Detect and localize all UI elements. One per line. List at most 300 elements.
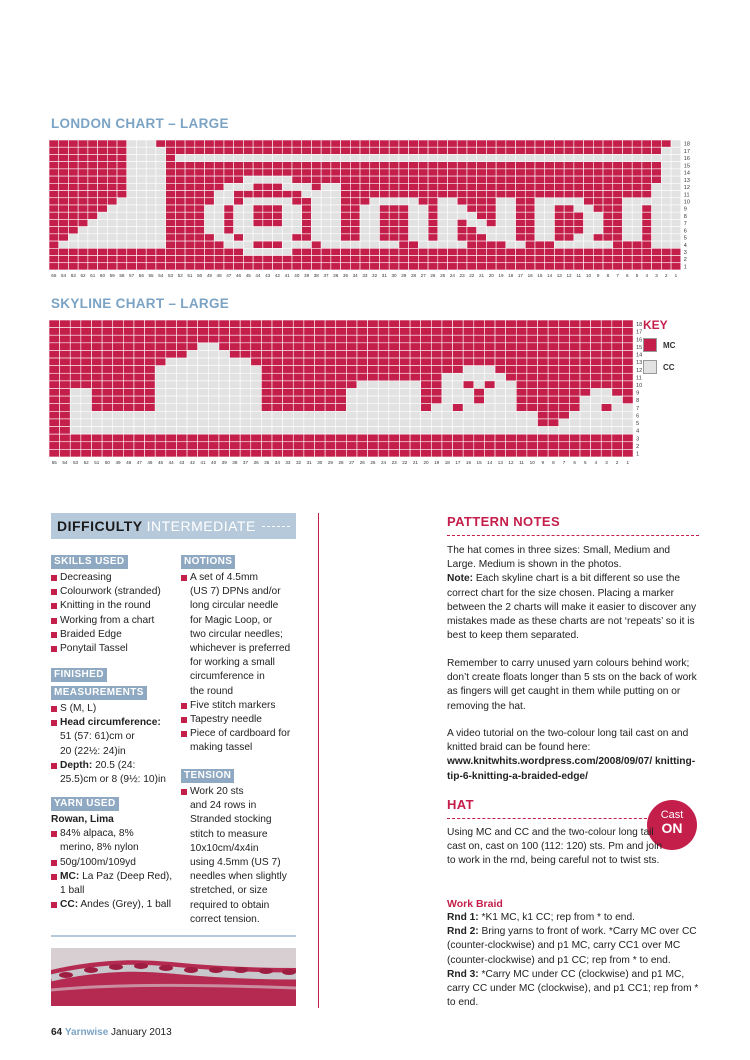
chart-cell [293,358,304,366]
chart-cell [117,147,127,154]
col-number: 41 [284,272,290,278]
chart-cell [612,373,623,381]
chart-cell [632,241,642,248]
chart-cell [535,219,545,226]
chart-cell [506,434,517,442]
chart-cell [293,396,304,404]
chart-cell [399,328,410,336]
chart-cell [463,320,474,328]
mc-yarn-value-2: 1 ball [60,885,85,897]
chart-cell [321,219,331,226]
chart-cell [378,343,389,351]
chart-cell [146,205,156,212]
chart-cell [442,366,453,374]
chart-cell [293,320,304,328]
chart-cell [175,241,185,248]
chart-cell [198,358,209,366]
chart-cell [224,248,234,255]
chart-cell [243,176,253,183]
chart-cell [263,191,273,198]
chart-cell [418,198,428,205]
chart-cell [166,219,176,226]
chart-cell [409,176,419,183]
chart-cell [311,169,321,176]
chart-cell [486,176,496,183]
chart-cell [438,219,448,226]
chart-cell [224,234,234,241]
chart-cell [321,234,331,241]
chart-cell [243,154,253,161]
skills-title: SKILLS USED [51,555,128,569]
chart-cell [176,404,187,412]
chart-cell [409,162,419,169]
chart-cell [81,320,92,328]
chart-cell [272,396,283,404]
chart-cell [399,434,410,442]
col-number: 46 [147,459,153,465]
chart-cell [198,396,209,404]
chart-cell [185,212,195,219]
chart-cell [671,140,681,147]
chart-cell [453,404,464,412]
chart-cell [253,205,263,212]
chart-cell [584,263,594,270]
chart-cell [156,183,166,190]
chart-cell [378,358,389,366]
chart-cell [442,388,453,396]
chart-cell [601,419,612,427]
chart-cell [68,147,78,154]
chart-cell [486,227,496,234]
chart-cell [580,411,591,419]
chart-cell [136,263,146,270]
chart-cell [283,320,294,328]
tension-line: 10x10cm/4x4in [190,842,259,854]
chart-cell [516,248,526,255]
chart-cell [91,381,102,389]
chart-cell [145,419,156,427]
chart-cell [293,343,304,351]
cc-label: CC [663,362,675,372]
chart-cell [410,366,421,374]
chart-cell [49,427,60,435]
chart-cell [548,404,559,412]
chart-cell [325,449,336,457]
chart-cell [457,162,467,169]
chart-cell [127,154,137,161]
tutorial-link[interactable]: www.knitwhits.wordpress.com/2008/09/07/ knitting-tip-6-knitting-a-braided-edge/ [447,756,696,782]
chart-cell [113,358,124,366]
chart-cell [166,427,177,435]
chart-cell [136,256,146,263]
chart-cell [368,350,379,358]
chart-cell [431,366,442,374]
col-number: 52 [83,459,89,465]
chart-cell [379,183,389,190]
chart-cell [622,328,633,336]
chart-cell [341,147,351,154]
chart-cell [593,256,603,263]
chart-cell [506,147,516,154]
chart-cell [78,176,88,183]
chart-cell [208,419,219,427]
chart-cell [166,198,176,205]
chart-cell [205,219,215,226]
chart-cell [545,263,555,270]
chart-cell [661,241,671,248]
chart-cell [341,183,351,190]
chart-cell [145,358,156,366]
chart-cell [185,198,195,205]
chart-cell [176,328,187,336]
chart-cell [282,219,292,226]
chart-cell [431,411,442,419]
chart-cell [467,234,477,241]
chart-cell [467,162,477,169]
chart-cell [580,434,591,442]
chart-cell [612,442,623,450]
chart-cell [428,147,438,154]
chart-cell [166,404,177,412]
chart-cell [516,183,526,190]
chart-cell [379,212,389,219]
chart-cell [370,248,380,255]
chart-cell [525,219,535,226]
row-number: 9 [636,390,640,397]
notion-line: making tassel [190,742,253,754]
chart-cell [548,343,559,351]
chart-cell [389,381,400,389]
chart-cell [91,358,102,366]
chart-cell [49,442,60,450]
chart-cell [127,212,137,219]
list-item: Ponytail Tassel [51,642,176,656]
chart-cell [293,419,304,427]
list-item: Colourwork (stranded) [51,585,176,599]
chart-cell [527,442,538,450]
chart-cell [438,183,448,190]
chart-cell [145,366,156,374]
chart-cell [496,169,506,176]
chart-cell [495,358,506,366]
chart-cell [214,176,224,183]
chart-cell [311,219,321,226]
chart-cell [187,328,198,336]
chart-cell [263,219,273,226]
chart-cell [591,328,602,336]
chart-cell [652,154,662,161]
chart-cell [516,373,527,381]
hat-text: Using MC and CC and the two-colour long tail cast on, cast on 100 (112: 120) sts. Pm and join to work in the rnd, being careful not to twist sts. [447,827,663,867]
chart-cell [113,335,124,343]
chart-cell [156,154,166,161]
chart-cell [574,147,584,154]
chart-cell [474,404,485,412]
col-number: 17 [517,272,523,278]
chart-cell [187,434,198,442]
chart-cell [243,256,253,263]
pn-note-label: Note: [447,573,474,585]
chart-cell [418,176,428,183]
chart-cell [545,256,555,263]
chart-cell [591,404,602,412]
chart-cell [360,256,370,263]
chart-cell [613,219,623,226]
chart-cell [632,147,642,154]
chart-cell [145,442,156,450]
chart-cell [325,388,336,396]
chart-cell [516,241,526,248]
chart-cell [622,381,633,389]
chart-cell [205,162,215,169]
chart-cell [484,343,495,351]
chart-cell [117,263,127,270]
pn-p3-text: A video tutorial on the two-colour long tail cast on and knitted braid can be found here: [447,728,689,754]
chart-cell [591,373,602,381]
chart-cell [474,396,485,404]
chart-cell [613,147,623,154]
chart-cell [88,227,98,234]
chart-cell [134,335,145,343]
chart-cell [574,205,584,212]
chart-cell [368,373,379,381]
chart-cell [49,343,60,351]
chart-cell [564,205,574,212]
chart-cell [134,449,145,457]
chart-cell [60,404,71,412]
chart-cell [59,154,69,161]
chart-cell [214,140,224,147]
chart-cell [409,241,419,248]
pattern-notes-rule [447,535,699,536]
chart-cell [484,350,495,358]
chart-cell [591,335,602,343]
hat-rule [447,818,652,819]
chart-cell [506,381,517,389]
chart-cell [224,140,234,147]
chart-cell [418,169,428,176]
chart-cell [60,396,71,404]
chart-cell [580,381,591,389]
chart-cell [98,263,108,270]
chart-cell [88,154,98,161]
chart-cell [336,396,347,404]
chart-cell [155,373,166,381]
head-value-1: 51 (57: 61)cm or [60,731,135,743]
chart-cell [261,442,272,450]
col-number: 31 [306,459,312,465]
chart-cell [185,169,195,176]
chart-cell [224,176,234,183]
chart-cell [59,147,69,154]
chart-cell [527,350,538,358]
chart-cell [525,205,535,212]
chart-cell [632,198,642,205]
chart-cell [350,263,360,270]
chart-cell [208,404,219,412]
chart-cell [251,434,262,442]
chart-cell [612,449,623,457]
chart-cell [234,227,244,234]
chart-cell [49,373,60,381]
col-number: 65 [51,272,57,278]
chart-cell [81,419,92,427]
chart-cell [613,248,623,255]
chart-cell [389,396,400,404]
chart-cell [379,256,389,263]
chart-cell [622,205,632,212]
chart-cell [49,147,59,154]
chart-cell [399,427,410,435]
chart-cell [102,366,113,374]
chart-cell [477,162,487,169]
chart-cell [60,343,71,351]
chart-cell [195,169,205,176]
chart-cell [102,358,113,366]
chart-cell [187,404,198,412]
chart-cell [341,256,351,263]
chart-cell [484,366,495,374]
chart-cell [593,234,603,241]
chart-cell [652,219,662,226]
chart-cell [652,227,662,234]
chart-cell [554,154,564,161]
chart-cell [107,234,117,241]
chart-cell [463,335,474,343]
chart-cell [302,227,312,234]
chart-cell [251,350,262,358]
chart-cell [251,320,262,328]
chart-cell [156,212,166,219]
chart-cell [292,212,302,219]
chart-cell [243,227,253,234]
chart-cell [136,248,146,255]
chart-cell [176,366,187,374]
chart-cell [107,219,117,226]
rnd3-label: Rnd 3: [447,968,479,980]
chart-cell [389,176,399,183]
chart-cell [91,427,102,435]
col-number: 40 [211,459,217,465]
chart-cell [535,176,545,183]
chart-cell [185,256,195,263]
chart-cell [321,205,331,212]
braid-photo [51,948,296,1006]
chart-cell [293,328,304,336]
chart-cell [336,358,347,366]
chart-cell [671,256,681,263]
chart-cell [273,147,283,154]
chart-cell [88,191,98,198]
chart-cell [580,366,591,374]
chart-cell [360,219,370,226]
chart-cell [516,162,526,169]
chart-cell [467,241,477,248]
chart-cell [155,396,166,404]
chart-cell [70,411,81,419]
chart-cell [251,343,262,351]
chart-cell [399,350,410,358]
chart-cell [98,219,108,226]
chart-cell [580,358,591,366]
chart-cell [261,320,272,328]
chart-cell [378,381,389,389]
chart-cell [474,434,485,442]
chart-cell [205,183,215,190]
chart-cell [195,241,205,248]
chart-cell [198,427,209,435]
chart-cell [496,256,506,263]
chart-cell [282,140,292,147]
chart-cell [463,388,474,396]
chart-cell [311,162,321,169]
chart-cell [302,183,312,190]
chart-cell [671,198,681,205]
chart-cell [453,320,464,328]
tension-line: stretched, or size [190,885,268,897]
chart-cell [304,427,315,435]
chart-cell [431,358,442,366]
chart-cell [68,212,78,219]
chart-cell [311,176,321,183]
chart-cell [409,212,419,219]
chart-cell [187,343,198,351]
chart-cell [477,183,487,190]
chart-cell [506,198,516,205]
chart-cell [379,140,389,147]
chart-cell [442,328,453,336]
chart-cell [81,434,92,442]
chart-cell [495,335,506,343]
chart-cell [91,388,102,396]
col-number: 40 [294,272,300,278]
chart-cell [224,169,234,176]
chart-cell [506,227,516,234]
chart-cell [418,191,428,198]
chart-cell [156,248,166,255]
chart-cell [185,263,195,270]
chart-cell [234,154,244,161]
chart-cell [302,248,312,255]
yarn-brand: Rowan, Lima [51,814,114,825]
chart-cell [81,396,92,404]
chart-cell [261,381,272,389]
chart-cell [516,449,527,457]
chart-cell [474,381,485,389]
chart-cell [389,449,400,457]
chart-cell [117,205,127,212]
col-number: 15 [537,272,543,278]
chart-cell [98,234,108,241]
chart-cell [642,147,652,154]
chart-cell [652,248,662,255]
chart-cell [68,176,78,183]
chart-cell [622,191,632,198]
chart-cell [368,358,379,366]
chart-cell [484,442,495,450]
chart-cell [622,154,632,161]
chart-cell [613,198,623,205]
chart-cell [535,241,545,248]
chart-cell [564,256,574,263]
chart-cell [389,320,400,328]
chart-cell [198,411,209,419]
chart-cell [214,198,224,205]
chart-cell [554,248,564,255]
chart-cell [293,411,304,419]
chart-cell [230,419,241,427]
chart-cell [409,219,419,226]
